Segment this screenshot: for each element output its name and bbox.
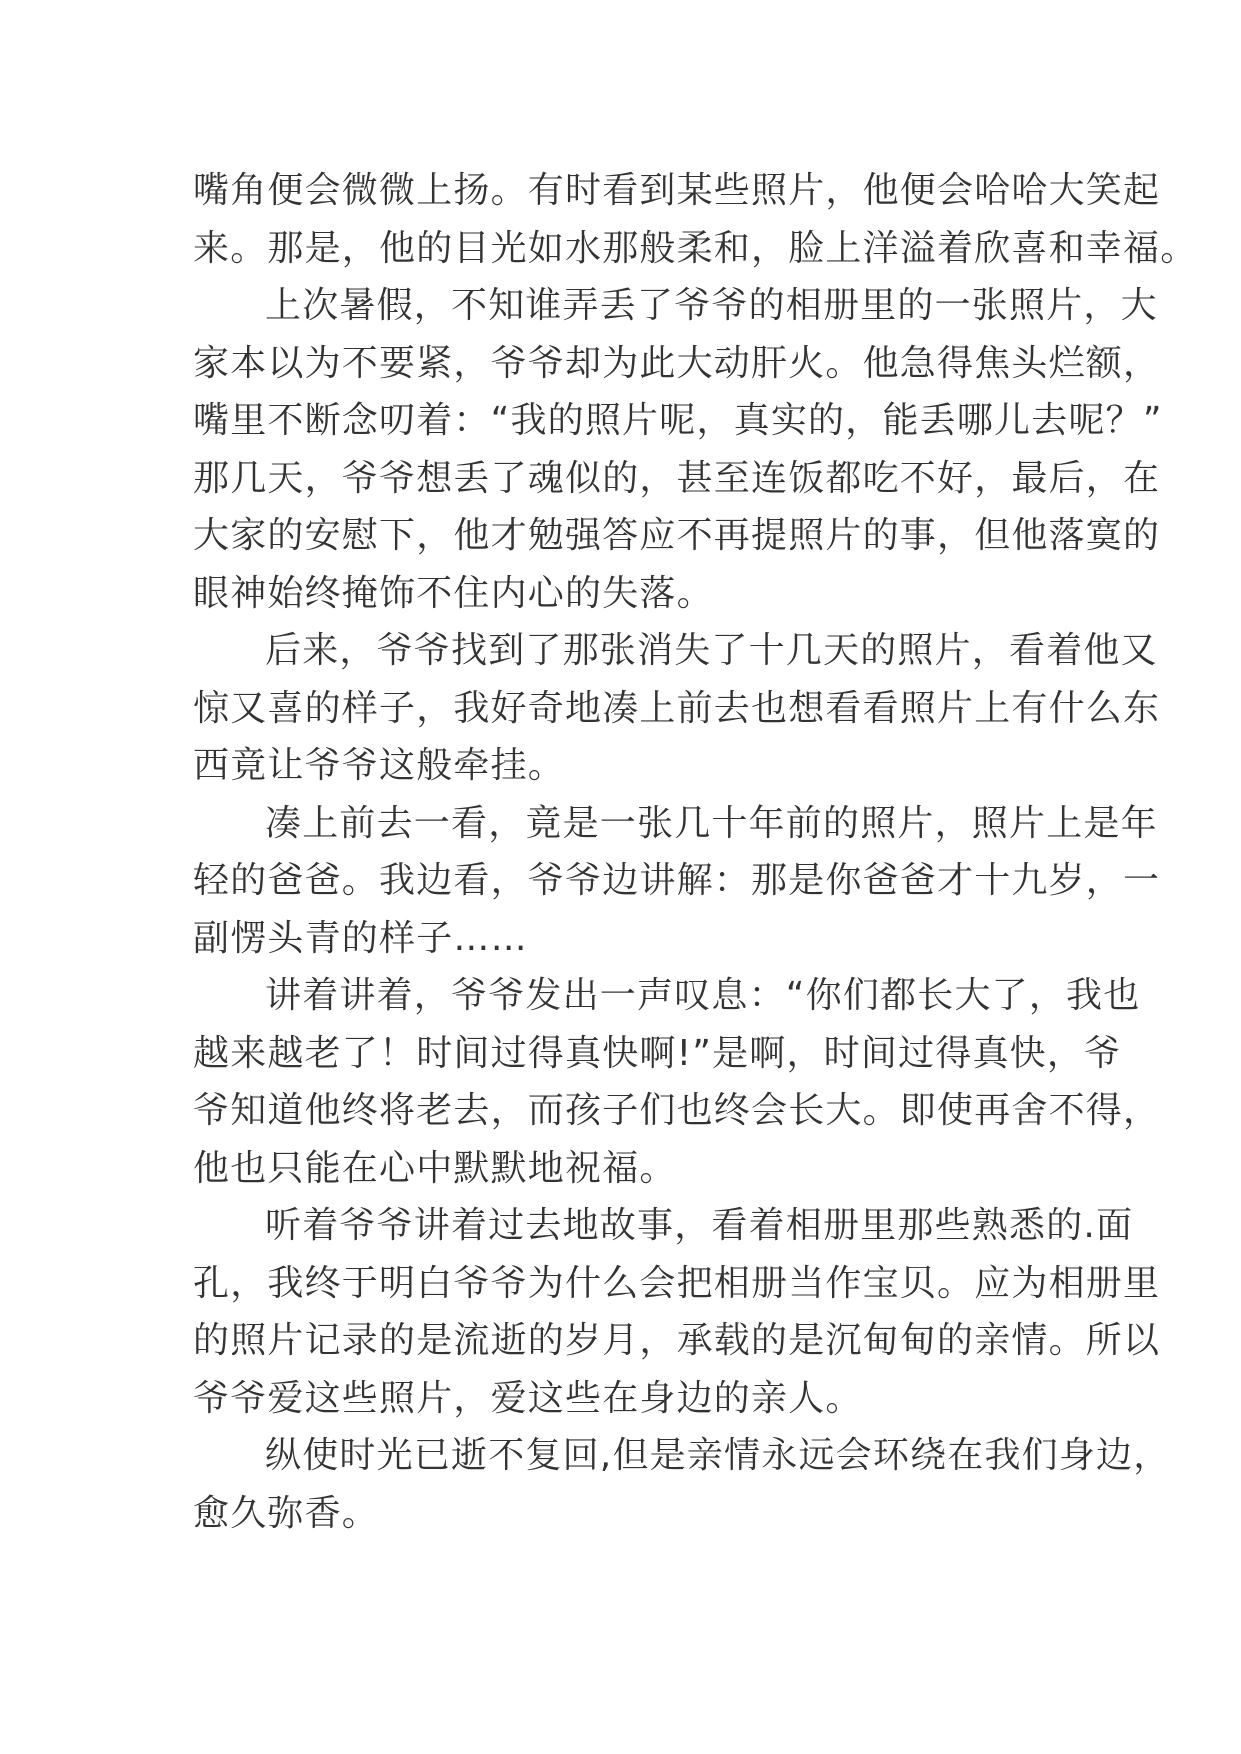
text-line: 越来越老了！时间过得真快啊!”是啊，时间过得真快，爷: [193, 1032, 1122, 1074]
text-line: 凑上前去一看，竟是一张几十年前的照片，照片上是年: [265, 802, 1158, 844]
text-line: 愈久弥香。: [193, 1492, 380, 1534]
text-line: 嘴里不断念叨着：“我的照片呢，真实的，能丢哪儿去呢？”: [193, 400, 1163, 441]
document-body: [193, 162, 1198, 1542]
text-line: 他也只能在心中默默地祝福。: [193, 1147, 677, 1189]
text-line: 上次暑假，不知谁弄丢了爷爷的相册里的一张照片，大: [265, 285, 1158, 326]
text-line: 来。那是，他的目光如水那般柔和，脸上洋溢着欣喜和幸福。: [193, 227, 1198, 269]
text-line: 后来，爷爷找到了那张消失了十几天的照片，看着他又: [265, 630, 1158, 671]
text-line: 爷知道他终将老去，而孩子们也终会长大。即使再舍不得，: [193, 1090, 1161, 1131]
text-line: 西竟让爷爷这般牵挂。: [193, 745, 566, 786]
text-line: 孔，我终于明白爷爷为什么会把相册当作宝贝。应为相册里: [193, 1262, 1161, 1304]
text-line: 眼神始终掩饰不住内心的失落。: [193, 572, 714, 614]
text-line: 听着爷爷讲着过去地故事，看着相册里那些熟悉的.面: [265, 1205, 1134, 1246]
text-line: 的照片记录的是流逝的岁月，承载的是沉甸甸的亲情。所以: [193, 1320, 1161, 1361]
text-line: 副愣头青的样子……: [193, 917, 528, 959]
text-line: 讲着讲着，爷爷发出一声叹息：“你们都长大了，我也: [265, 975, 1141, 1016]
text-line: 嘴角便会微微上扬。有时看到某些照片，他便会哈哈大笑起: [193, 170, 1161, 211]
text-line: 大家的安慰下，他才勉强答应不再提照片的事，但他落寞的: [193, 515, 1161, 556]
text-line: 那几天，爷爷想丢了魂似的，甚至连饭都吃不好，最后，在: [193, 457, 1161, 499]
text-line: 惊又喜的样子，我好奇地凑上前去也想看看照片上有什么东: [193, 687, 1161, 729]
text-line: 轻的爸爸。我边看，爷爷边讲解：那是你爸爸才十九岁，一: [193, 860, 1161, 901]
text-line: 家本以为不要紧，爷爷却为此大动肝火。他急得焦头烂额，: [193, 342, 1161, 384]
text-line: 纵使时光已逝不复回,但是亲情永远会环绕在我们身边，: [265, 1435, 1171, 1476]
text-line: 爷爷爱这些照片，爱这些在身边的亲人。: [193, 1377, 863, 1419]
